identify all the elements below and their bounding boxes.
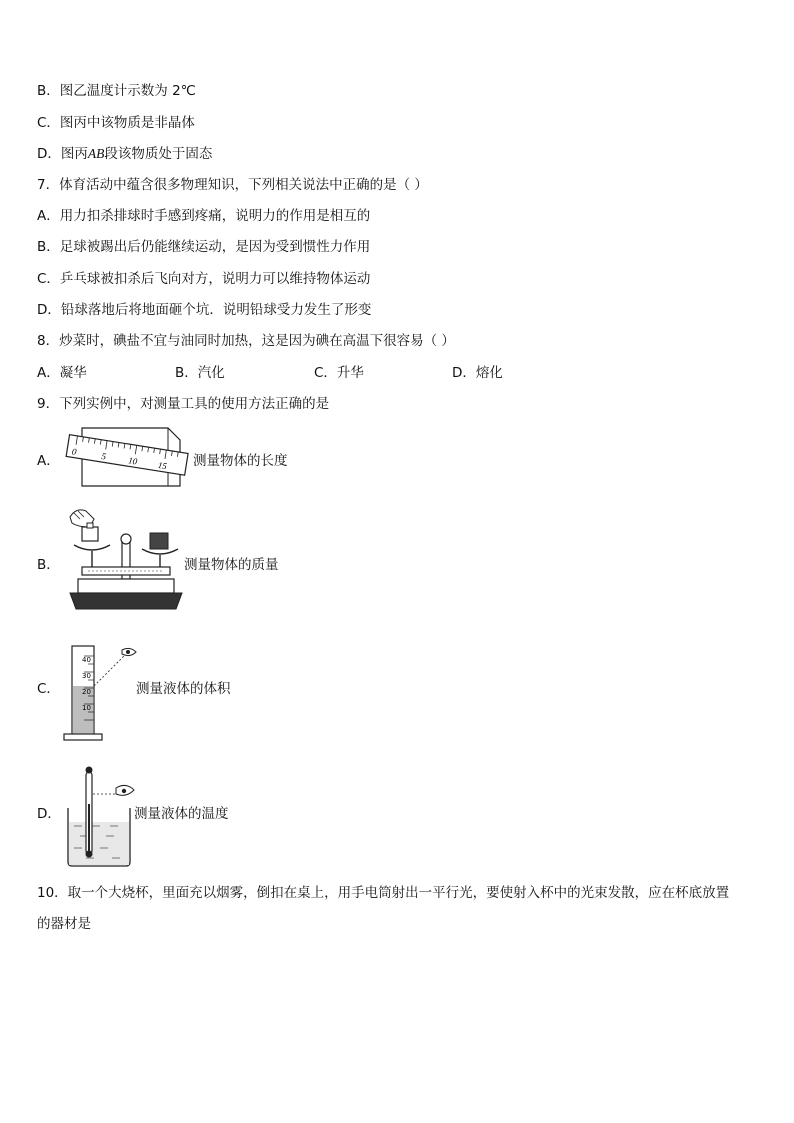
cylinder-tick-label: 10 [82,704,91,712]
q7-stem: 7．体育活动中蕴含很多物理知识，下列相关说法中正确的是（ ） [37,177,428,193]
balance-scale-figure [64,505,184,615]
q9-option-c-label: C． [37,681,60,697]
q10-stem-line-2: 的器材是 [37,916,91,932]
ruler-tick-label: 0 [71,446,78,457]
thermometer-beaker-figure [62,764,142,868]
ruler-tick-label: 5 [100,451,107,462]
q6-option-b: B．图乙温度计示数为 2℃ [37,83,196,99]
q9-option-d-text: 测量液体的温度 [134,806,229,822]
q9-option-a-text: 测量物体的长度 [193,453,288,469]
q10-stem-line-1: 10．取一个大烧杯，里面充以烟雾，倒扣在桌上，用手电筒射出一平行光，要使射入杯中的光束发散，应在杯底放置 [37,885,730,901]
q9-stem: 9．下列实例中，对测量工具的使用方法正确的是 [37,396,330,412]
q9-option-c-text: 测量液体的体积 [136,681,231,697]
q9-option-d-label: D． [37,806,61,822]
q7-option-c: C．乒乓球被扣杀后飞向对方，说明力可以维持物体运动 [37,271,371,287]
q9-option-b-label: B． [37,557,60,573]
q6-option-b-value: 2℃ [172,83,196,99]
q8-stem: 8．炒菜时，碘盐不宜与油同时加热，这是因为碘在高温下很容易（ ） [37,333,455,349]
q8-option-c: C．升华 [314,365,364,381]
cylinder-tick-label: 40 [82,656,91,664]
cylinder-tick-label: 20 [82,688,91,696]
q9-option-b-text: 测量物体的质量 [184,557,279,573]
ruler-measuring-block-figure [62,422,192,490]
q7-option-a: A．用力扣杀排球时手感到疼痛，说明力的作用是相互的 [37,208,371,224]
q7-option-b: B．足球被踢出后仍能继续运动，是因为受到惯性力作用 [37,239,371,255]
q7-option-d: D．铅球落地后将地面砸个坑．说明铅球受力发生了形变 [37,302,372,318]
cylinder-tick-label: 30 [82,672,91,680]
graduated-cylinder-figure [62,644,142,744]
q9-option-a-label: A． [37,453,60,469]
ruler-tick-label: 10 [127,455,138,467]
q6-option-d: D．图丙AB段该物质处于固态 [37,146,213,162]
q8-option-d: D．熔化 [452,365,503,381]
q8-option-a: A．凝华 [37,365,87,381]
q8-option-b: B．汽化 [175,365,225,381]
ruler-tick-label: 15 [157,459,168,472]
q6-option-c: C．图丙中该物质是非晶体 [37,115,195,131]
